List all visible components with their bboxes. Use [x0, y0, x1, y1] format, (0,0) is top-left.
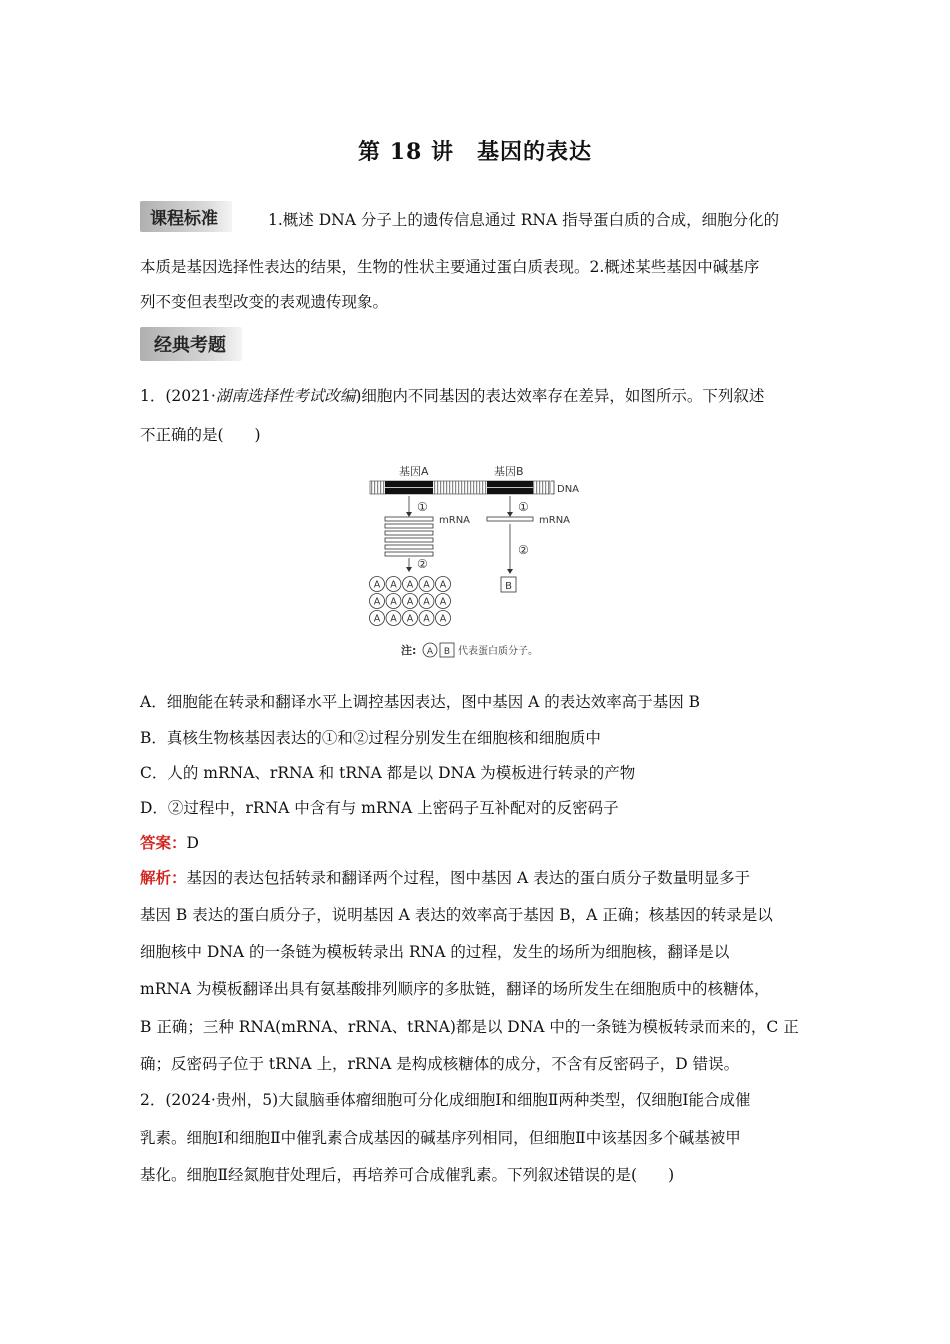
q1-option-b: B．真核生物核基因表达的①和②过程分别发生在细胞核和细胞质中 [140, 729, 601, 747]
dna-label: DNA [557, 484, 580, 495]
protein-a-label: A [423, 579, 430, 591]
step-1a-label: ① [417, 500, 428, 514]
protein-b-label: B [505, 581, 512, 592]
protein-a-label: A [390, 579, 397, 591]
standard-line-3: 列不变但表型改变的表观遗传现象。 [140, 293, 389, 311]
mrna-a-label: mRNA [439, 515, 471, 526]
dna-strand [370, 481, 554, 494]
note-protein-b-label: B [443, 647, 451, 657]
answer-value: D [186, 834, 199, 852]
analysis-label: 解析： [140, 868, 187, 887]
note-text: 代表蛋白质分子。 [458, 646, 538, 657]
protein-a-label: A [373, 579, 381, 591]
q2-stem-text-1: 大鼠脑垂体瘤细胞可分化成细胞Ⅰ和细胞Ⅱ两种类型，仅细胞Ⅰ能合成催 [278, 1091, 751, 1109]
q1-stem-line-1 [140, 386, 830, 406]
analysis-line-2: 基因 B 表达的蛋白质分子，说明基因 A 表达的效率高于基因 B，A 正确；核基因的转录是以 [140, 906, 773, 924]
arrow-2a-head [406, 567, 412, 572]
q1-option-a: A．细胞能在转录和翻译水平上调控基因表达，图中基因 A 的表达效率高于基因 B [140, 693, 701, 711]
gene-b-label: 基因B [494, 465, 524, 478]
protein-a-label: A [406, 596, 414, 608]
analysis-line-1 [140, 868, 830, 888]
step-2a-label: ② [417, 557, 428, 571]
standard-line-2: 本质是基因选择性表达的结果，生物的性状主要通过蛋白质表现。2.概述某些基因中碱基序 [140, 258, 760, 276]
analysis-line-3: 细胞核中 DNA 的一条链为模板转录出 RNA 的过程，发生的场所为细胞核，翻译是以 [140, 943, 730, 961]
arrow-1b-head [507, 512, 513, 517]
gene-a-label: 基因A [399, 465, 429, 478]
protein-a-label: A [390, 613, 397, 625]
protein-a-label: A [373, 596, 381, 608]
mrna-b [487, 517, 533, 521]
step-2b-label: ② [518, 543, 529, 557]
classic-questions-tag: 经典考题 [140, 327, 242, 361]
q1-option-d: D．②过程中，rRNA 中含有与 mRNA 上密码子互补配对的反密码子 [140, 799, 619, 817]
course-standard-tag: 课程标准 [140, 201, 232, 232]
analysis-text-1: 基因的表达包括转录和翻译两个过程，图中基因 A 表达的蛋白质分子数量明显多于 [186, 869, 751, 887]
q2-number: 2．(2024·贵州，5) [140, 1091, 279, 1109]
analysis-line-6: 确；反密码子位于 tRNA 上，rRNA 是构成核糖体的成分，不含有反密码子，D 错误。 [140, 1055, 740, 1073]
protein-a-label: A [373, 613, 381, 625]
protein-a-label: A [423, 596, 430, 608]
analysis-line-4: mRNA 为模板翻译出具有氨基酸排列顺序的多肽链，翻译的场所发生在细胞质中的核糖体， [140, 980, 770, 998]
protein-a-label: A [439, 579, 447, 591]
q1-stem-line-2: 不正确的是( ) [140, 426, 261, 444]
protein-a-label: A [423, 613, 430, 625]
note-protein-a-label: A [426, 647, 434, 657]
step-1b-label: ① [518, 500, 529, 514]
page-title: 第 18 讲 基因的表达 [358, 139, 592, 165]
q2-stem-line-1 [140, 1090, 830, 1110]
arrow-1a-head [406, 512, 412, 517]
protein-a-label: A [406, 613, 414, 625]
protein-a-grid [370, 577, 451, 626]
q1-answer [140, 833, 830, 853]
protein-a-label: A [439, 596, 447, 608]
arrow-2b-head [507, 569, 513, 574]
q1-number: 1．(2021· [140, 387, 216, 405]
mrna-b-label: mRNA [539, 515, 571, 526]
q1-stem-rest: )细胞内不同基因的表达效率存在差异，如图所示。下列叙述 [355, 387, 765, 405]
answer-label: 答案： [140, 833, 187, 852]
mrna-stack-a [385, 517, 433, 556]
analysis-line-5: B 正确；三种 RNA(mRNA、rRNA、tRNA)都是以 DNA 中的一条链为模板转录而来的，C 正 [140, 1018, 799, 1036]
q1-option-c: C．人的 mRNA、rRNA 和 tRNA 都是以 DNA 为模板进行转录的产物 [140, 764, 636, 782]
protein-a-label: A [390, 596, 397, 608]
q2-stem-line-2: 乳素。细胞Ⅰ和细胞Ⅱ中催乳素合成基因的碱基序列相同，但细胞Ⅱ中该基因多个碱基被甲 [140, 1129, 741, 1147]
note-prefix: 注: [401, 644, 417, 657]
standard-line-1: 1.概述 DNA 分子上的遗传信息通过 RNA 指导蛋白质的合成，细胞分化的 [268, 211, 780, 229]
protein-a-label: A [439, 613, 447, 625]
q1-source: 湖南选择性考试改编 [215, 387, 356, 405]
gene-expression-figure [365, 460, 605, 660]
protein-a-label: A [406, 579, 414, 591]
q2-stem-line-3: 基化。细胞Ⅱ经氮胞苷处理后，再培养可合成催乳素。下列叙述错误的是( ) [140, 1166, 675, 1184]
